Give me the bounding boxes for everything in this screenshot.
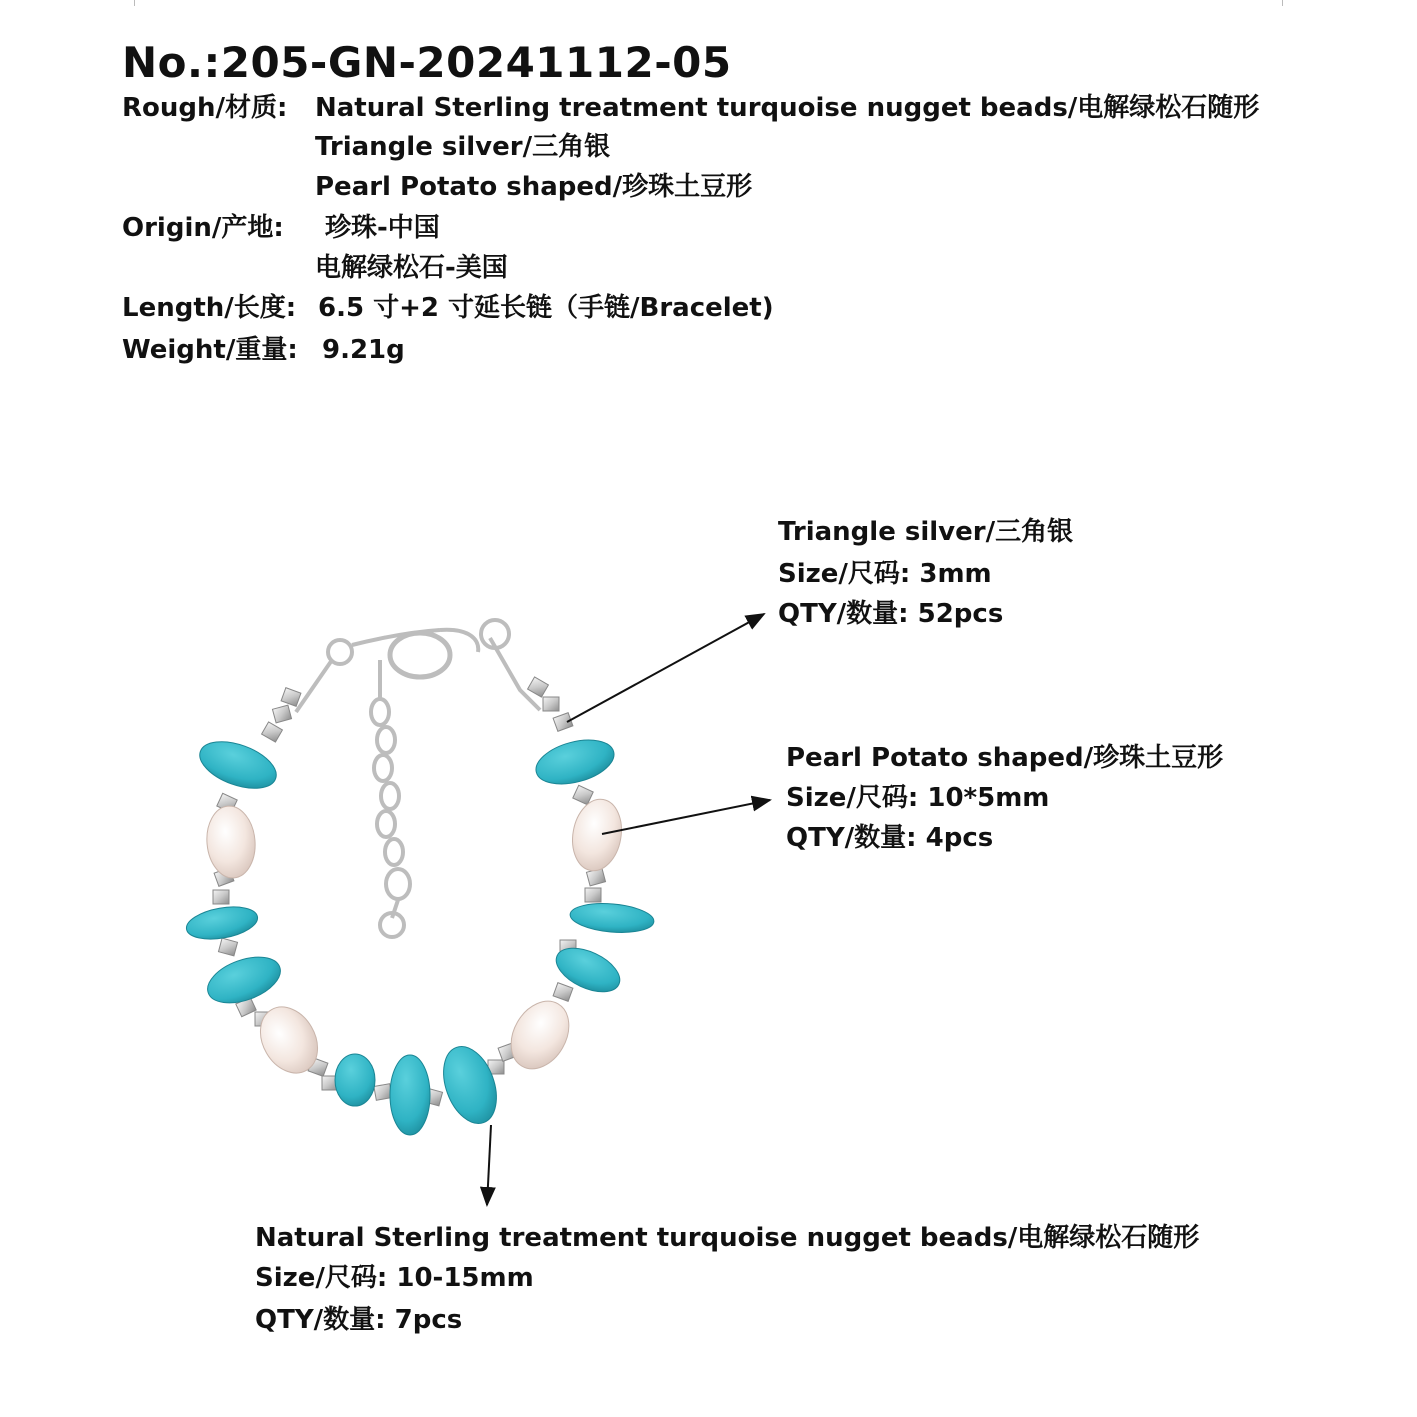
silver-callout-size: Size/尺码: 3mm <box>778 559 992 589</box>
origin-label: Origin/产地: <box>122 213 284 243</box>
pearl-arrow <box>602 800 770 834</box>
rough-label: Rough/材质: <box>122 93 288 123</box>
pearl-callout-size: Size/尺码: 10*5mm <box>786 783 1050 813</box>
length-label: Length/长度: <box>122 293 297 323</box>
silver-arrow <box>567 614 764 722</box>
origin-value-pearl: 珍珠-中国 <box>325 213 440 243</box>
spec-number: No.:205-GN-20241112-05 <box>122 38 732 87</box>
rough-value-silver: Triangle silver/三角银 <box>315 132 611 162</box>
turquoise-callout-size: Size/尺码: 10-15mm <box>255 1263 534 1293</box>
weight-value: 9.21g <box>322 335 405 365</box>
rough-value-turquoise: Natural Sterling treatment turquoise nugget beads/电解绿松石随形 <box>315 93 1260 123</box>
clasp-chain <box>296 620 540 937</box>
pearl-callout-qty: QTY/数量: 4pcs <box>786 823 994 853</box>
rough-value-pearl: Pearl Potato shaped/珍珠土豆形 <box>315 172 753 202</box>
turquoise-callout-qty: QTY/数量: 7pcs <box>255 1305 463 1335</box>
length-value: 6.5 寸+2 寸延长链（手链/Bracelet) <box>318 293 774 323</box>
origin-value-turquoise: 电解绿松石-美国 <box>315 253 508 283</box>
pearl-beads <box>204 795 627 1083</box>
pearl-callout-title: Pearl Potato shaped/珍珠土豆形 <box>786 743 1224 773</box>
silver-callout-qty: QTY/数量: 52pcs <box>778 599 1004 629</box>
turquoise-callout-title: Natural Sterling treatment turquoise nugget beads/电解绿松石随形 <box>255 1223 1200 1253</box>
weight-label: Weight/重量: <box>122 335 298 365</box>
turquoise-arrow <box>487 1125 491 1205</box>
silver-callout-title: Triangle silver/三角银 <box>778 517 1074 547</box>
